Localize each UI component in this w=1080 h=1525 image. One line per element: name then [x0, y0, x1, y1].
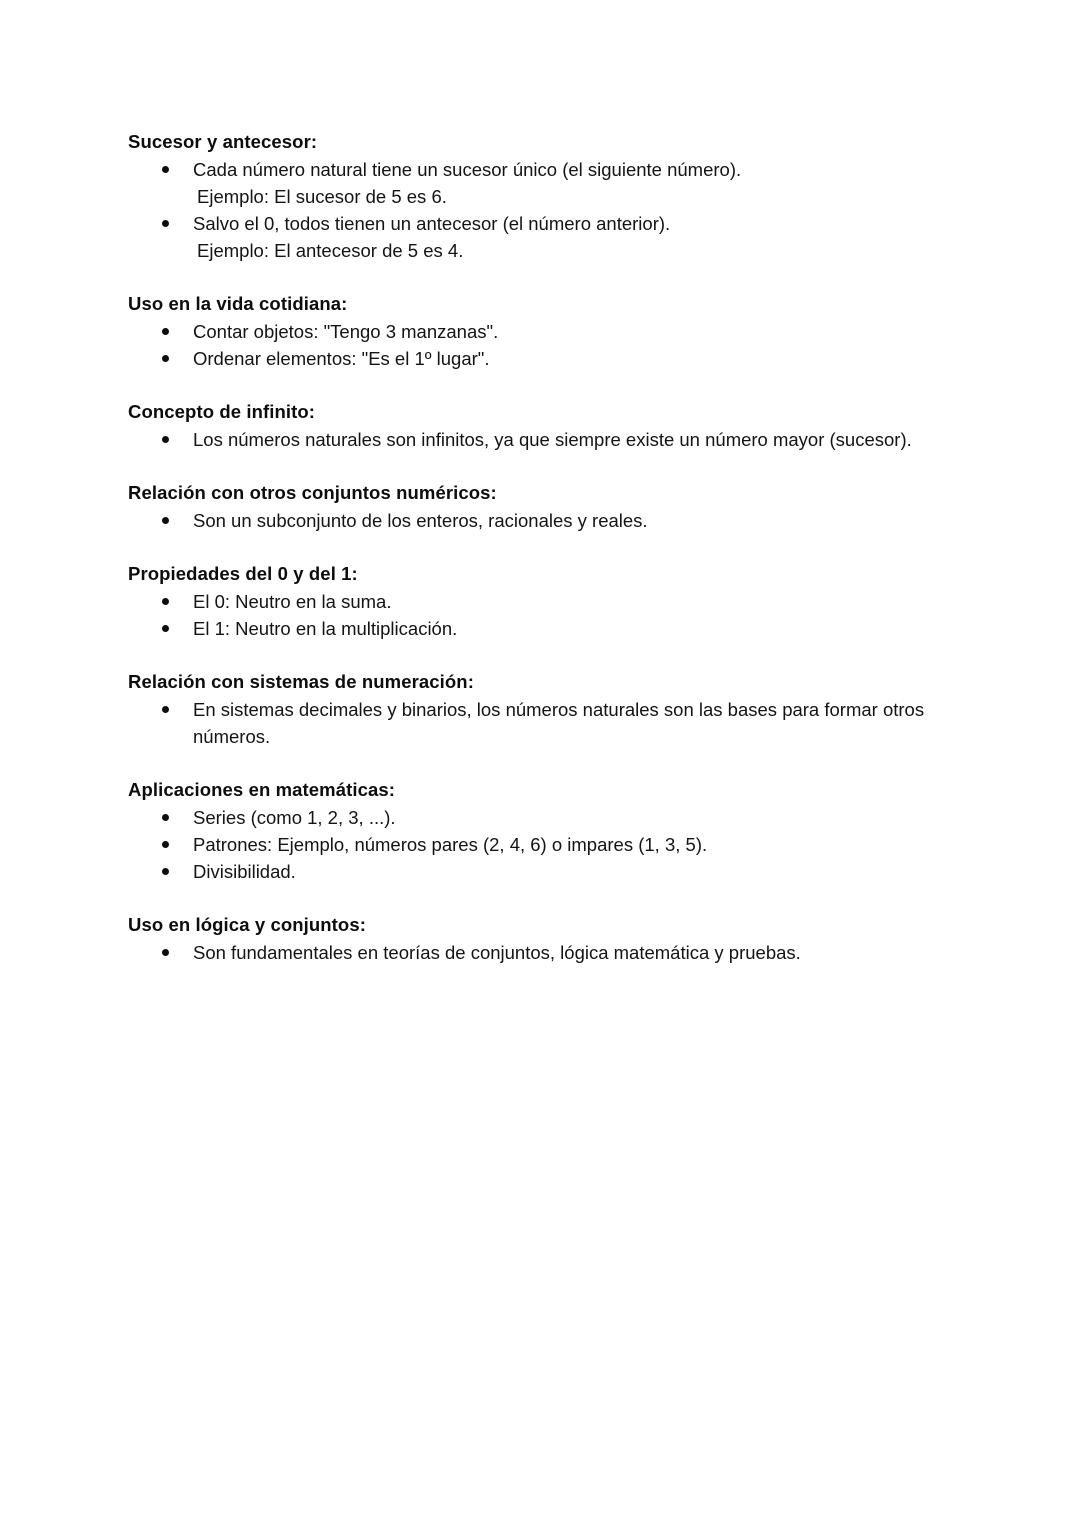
bullet-point-icon [162, 436, 169, 443]
list-item [128, 831, 940, 858]
bullet-point-icon [162, 355, 169, 362]
list-item-text: El 1: Neutro en la multiplicación. [193, 618, 458, 639]
list-item [128, 615, 940, 642]
section-heading: Aplicaciones en matemáticas: [128, 779, 396, 800]
section-heading: Uso en lógica y conjuntos: [128, 914, 366, 935]
list-item [128, 156, 940, 210]
bullet-point-icon [162, 598, 169, 605]
document-section [128, 398, 940, 453]
list-item-text: Contar objetos: "Tengo 3 manzanas". [193, 321, 499, 342]
bullet-point-icon [162, 517, 169, 524]
section-heading: Relación con otros conjuntos numéricos: [128, 482, 497, 503]
bullet-list [128, 507, 940, 534]
list-item-text: Son fundamentales en teorías de conjuntos, lógica matemática y pruebas. [193, 942, 801, 963]
section-heading: Sucesor y antecesor: [128, 131, 318, 152]
bullet-point-icon [162, 166, 169, 173]
list-item [128, 210, 940, 264]
list-item-example: Ejemplo: El sucesor de 5 es 6. [197, 186, 447, 207]
bullet-list [128, 588, 940, 642]
section-heading: Propiedades del 0 y del 1: [128, 563, 358, 584]
bullet-point-icon [162, 625, 169, 632]
bullet-list [128, 804, 940, 885]
list-item-text: En sistemas decimales y binarios, los números naturales son las bases para formar otros números. [193, 699, 925, 747]
bullet-point-icon [162, 814, 169, 821]
bullet-point-icon [162, 868, 169, 875]
bullet-list [128, 318, 940, 372]
document-body [128, 128, 940, 966]
list-item-text: Cada número natural tiene un sucesor único (el siguiente número). [193, 159, 742, 180]
list-item [128, 318, 940, 345]
list-item [128, 345, 940, 372]
bullet-point-icon [162, 949, 169, 956]
document-section [128, 479, 940, 534]
list-item-text: Series (como 1, 2, 3, ...). [193, 807, 396, 828]
document-section [128, 560, 940, 642]
list-item [128, 588, 940, 615]
list-item [128, 858, 940, 885]
section-heading: Relación con sistemas de numeración: [128, 671, 474, 692]
list-item-text: Son un subconjunto de los enteros, racionales y reales. [193, 510, 648, 531]
bullet-point-icon [162, 328, 169, 335]
list-item [128, 696, 940, 750]
document-section [128, 128, 940, 264]
list-item-text: Ordenar elementos: "Es el 1º lugar". [193, 348, 490, 369]
document-section [128, 911, 940, 966]
list-item-text: El 0: Neutro en la suma. [193, 591, 392, 612]
list-item-text: Patrones: Ejemplo, números pares (2, 4, 6) o impares (1, 3, 5). [193, 834, 708, 855]
document-section [128, 668, 940, 750]
bullet-point-icon [162, 706, 169, 713]
list-item-text: Salvo el 0, todos tienen un antecesor (el número anterior). [193, 213, 671, 234]
list-item-example: Ejemplo: El antecesor de 5 es 4. [197, 240, 464, 261]
bullet-list [128, 696, 940, 750]
section-heading: Concepto de infinito: [128, 401, 316, 422]
bullet-list [128, 939, 940, 966]
bullet-list [128, 426, 940, 453]
list-item-text: Los números naturales son infinitos, ya que siempre existe un número mayor (sucesor). [193, 429, 912, 450]
list-item [128, 507, 940, 534]
list-item [128, 804, 940, 831]
section-heading: Uso en la vida cotidiana: [128, 293, 348, 314]
bullet-point-icon [162, 841, 169, 848]
document-section [128, 776, 940, 885]
list-item-text: Divisibilidad. [193, 861, 296, 882]
list-item [128, 939, 940, 966]
document-section [128, 290, 940, 372]
bullet-list [128, 156, 940, 264]
bullet-point-icon [162, 220, 169, 227]
list-item [128, 426, 940, 453]
